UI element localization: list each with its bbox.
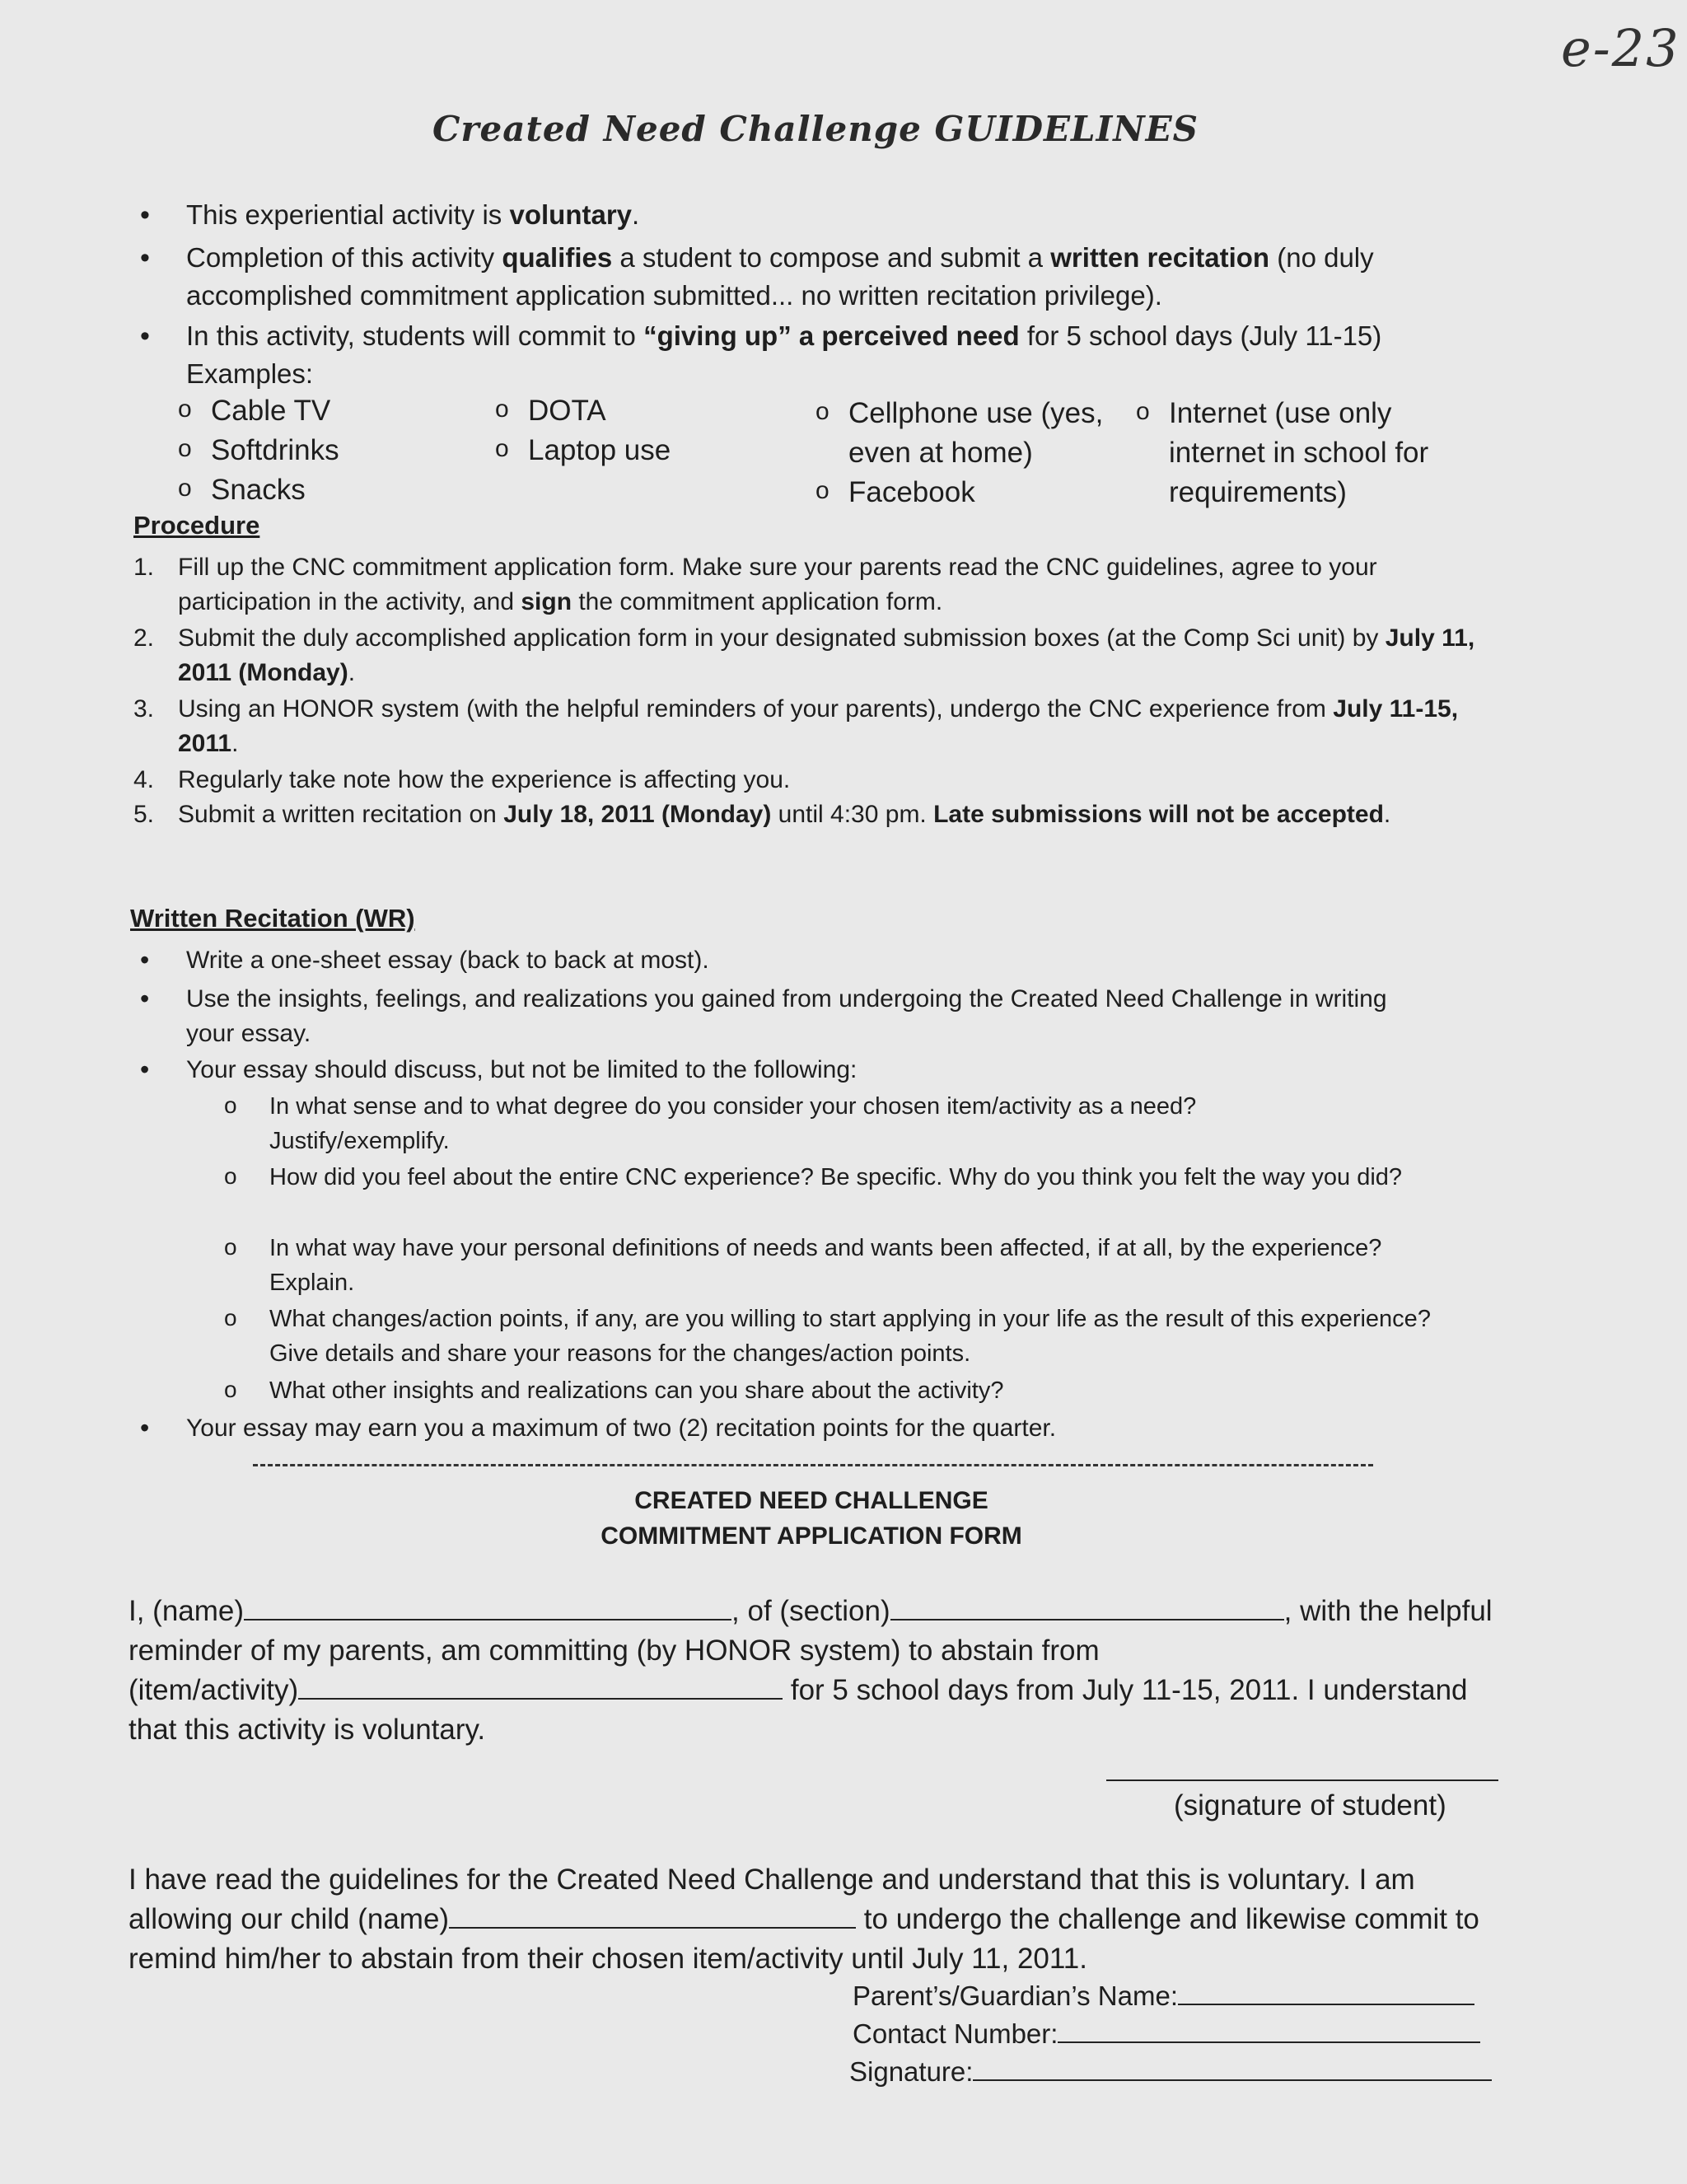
handwritten-page-code: e-23 [1561,18,1680,78]
procedure-step: 4. Regularly take note how the experience is affecting you. [133,766,791,793]
parent-name-field[interactable] [1178,1979,1474,2005]
procedure-heading: Procedure [133,511,260,540]
procedure-step: 2. Submit the duly accomplished application form in your designated submission boxes (at the Comp Sci unit) by July 11, 2011 (Monday). [133,624,1475,686]
wr-question: o What other insights and realizations can you share about the activity? [269,1373,1488,1408]
item-activity-field[interactable] [298,1673,783,1700]
parent-signature-row: Signature: [849,2053,1492,2091]
example-item: o Softdrinks [211,431,339,470]
example-item: o DOTA [528,391,606,431]
intro-bullet-giving-up: • In this activity, students will commit to “giving up” a perceived need for 5 school days (July 11-15) Examples: [186,317,1488,393]
form-subtitle: COMMITMENT APPLICATION FORM [600,1522,1022,1550]
contact-number-field[interactable] [1058,2017,1480,2043]
form-line: reminder of my parents, am committing (by HONOR system) to abstain from [129,1634,1100,1667]
wr-bullet: • Use the insights, feelings, and realizations you gained from undergoing the Created Need Challenge in writing your essay. [186,982,1438,1051]
form-item-line: (item/activity) for 5 school days from July 11-15, 2011. I understand [129,1674,1468,1706]
cut-line-divider [253,1464,1373,1466]
wr-question: o In what sense and to what degree do you consider your chosen item/activity as a need? Justify/exemplify. [269,1089,1340,1158]
parent-signature-field[interactable] [973,2055,1492,2081]
form-name-line: I, (name) , of (section) , with the helpful [129,1595,1493,1627]
form-title: CREATED NEED CHALLENGE [634,1487,988,1514]
student-signature-label: (signature of student) [1174,1789,1446,1822]
contact-number-row: Contact Number: [853,2015,1480,2053]
wr-question: o In what way have your personal definitions of needs and wants been affected, if at all, by the experience? Explain. [269,1231,1423,1300]
parent-consent-line: remind him/her to abstain from their chosen item/activity until July 11, 2011. [129,1943,1087,1975]
example-item: o Facebook [848,473,975,512]
form-line: that this activity is voluntary. [129,1714,486,1746]
example-item: o Snacks [211,470,306,510]
intro-bullet-qualifies: • Completion of this activity qualifies a student to compose and submit a written recitation (no duly accomplished commitment application submitted... no written recitation privilege). [186,239,1496,315]
parent-name-row: Parent’s/Guardian’s Name: [853,1977,1474,2015]
procedure-step: 1. Fill up the CNC commitment application form. Make sure your parents read the CNC guidelines, agree to your participation in the activity, and sign the commitment application form. [133,554,1377,615]
student-name-field[interactable] [244,1594,731,1620]
section-field[interactable] [890,1594,1284,1620]
wr-question: o How did you feel about the entire CNC experience? Be specific. Why do you think you felt the way you did? [269,1160,1488,1195]
parent-consent-child-line: allowing our child (name) to undergo the challenge and likewise commit to [129,1903,1479,1935]
procedure-step: 3. Using an HONOR system (with the helpful reminders of your parents), undergo the CNC experience from July 11-15, 2011. [133,695,1459,757]
example-item: o Cable TV [211,391,330,431]
wr-bullet: • Your essay should discuss, but not be limited to the following: [186,1053,1488,1087]
procedure-step: 5. Submit a written recitation on July 18, 2011 (Monday) until 4:30 pm. Late submissions will not be accepted. [133,801,1391,828]
parent-consent-line: I have read the guidelines for the Created Need Challenge and understand that this is voluntary. I am [129,1864,1415,1896]
student-signature-field[interactable] [1106,1779,1498,1781]
intro-bullet-voluntary: • This experiential activity is voluntary. [186,196,1504,234]
example-item: o Internet (use only internet in school for requirements) [1169,394,1449,512]
wr-question: o What changes/action points, if any, are you willing to start applying in your life as the result of this experience? Give details and share your reasons for the changes/action points. [269,1302,1480,1371]
wr-bullet: • Write a one-sheet essay (back to back at most). [186,943,1488,978]
page-title: Created Need Challenge GUIDELINES [432,109,1199,149]
wr-bullet: • Your essay may earn you a maximum of two (2) recitation points for the quarter. [186,1411,1488,1446]
example-item: o Laptop use [528,431,671,470]
child-name-field[interactable] [449,1902,856,1929]
written-recitation-heading: Written Recitation (WR) [130,904,415,933]
example-item: o Cellphone use (yes, even at home) [848,394,1120,473]
